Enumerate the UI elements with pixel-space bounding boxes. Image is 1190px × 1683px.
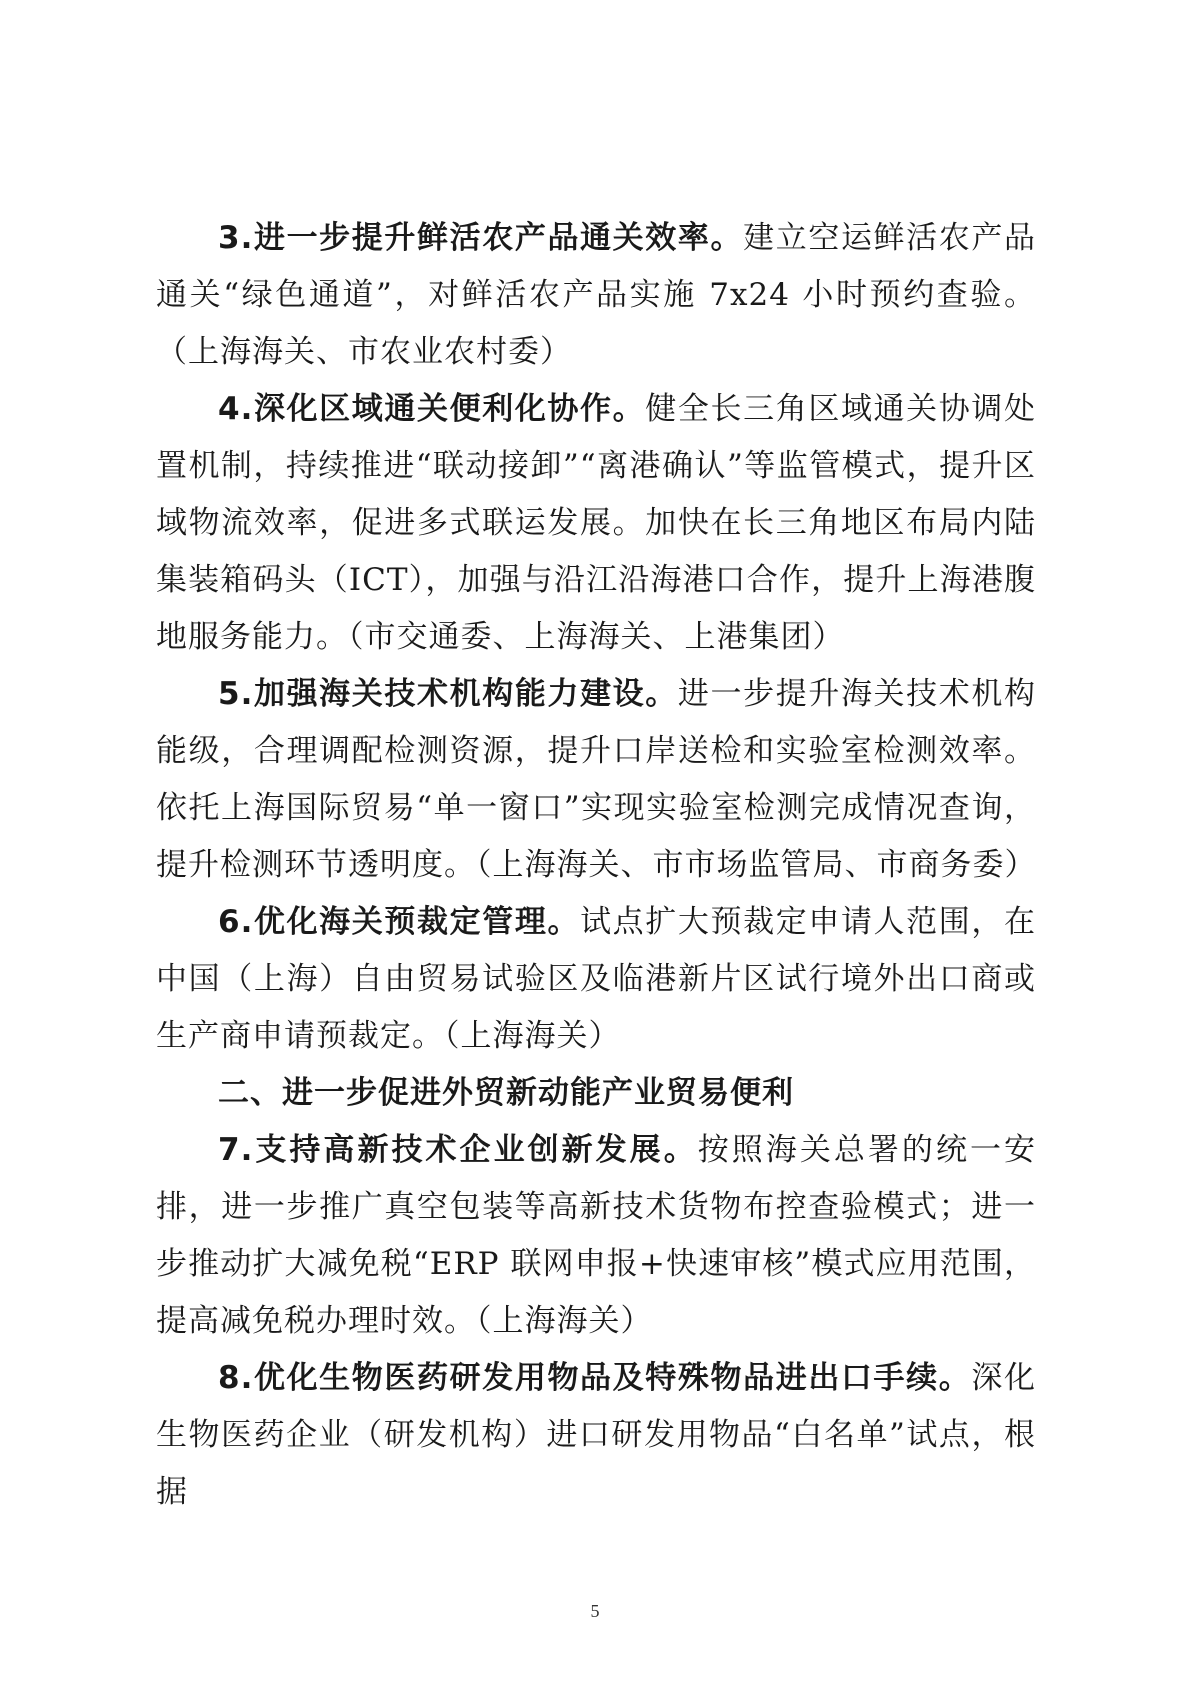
paragraph-text: 试点扩大预裁定申请人范围，在中国（上海）自由贸易试验区及临港新片区试行境外出口商或生产商申请预裁定。（上海海关）: [156, 904, 1036, 1054]
paragraph-item-7: [156, 1122, 1036, 1350]
paragraph-text: 深化生物医药企业（研发机构）进口研发用物品“白名单”试点，根据: [156, 1360, 1036, 1510]
section-heading: 二、进一步促进外贸新动能产业贸易便利: [218, 1075, 794, 1111]
paragraph-item-8: [156, 1350, 1036, 1521]
paragraph-text: 进一步提升海关技术机构能级，合理调配检测资源，提升口岸送检和实验室检测效率。依托上海国际贸易“单一窗口”实现实验室检测完成情况查询，提升检测环节透明度。（上海海关、市市场监管局、市商务委）: [156, 676, 1037, 883]
paragraph-text: 建立空运鲜活农产品通关“绿色通道”，对鲜活农产品实施 7x24 小时预约查验。（上海海关、市农业农村委）: [156, 220, 1036, 370]
document-body: [156, 210, 1036, 1521]
paragraph-text: 按照海关总署的统一安排，进一步推广真空包装等高新技术货物布控查验模式；进一步推动扩大减免税“ERP 联网申报+快速审核”模式应用范围，提高减免税办理时效。（上海海关）: [156, 1132, 1036, 1339]
paragraph-item-6: [156, 894, 1036, 1065]
paragraph-item-4: [156, 381, 1036, 666]
paragraph-lead: 7.支持高新技术企业创新发展。: [218, 1132, 698, 1168]
paragraph-text: 健全长三角区域通关协调处置机制，持续推进“联动接卸”“离港确认”等监管模式，提升区域物流效率，促进多式联运发展。加快在长三角地区布局内陆集装箱码头（ICT），加强与沿江沿海港口合作，提升上海港腹地服务能力。（市交通委、上海海关、上港集团）: [156, 391, 1036, 655]
paragraph-lead: 5.加强海关技术机构能力建设。: [218, 676, 678, 712]
paragraph-lead: 6.优化海关预裁定管理。: [218, 904, 581, 940]
page-number: 5: [590, 1601, 600, 1621]
paragraph-item-3: [156, 210, 1036, 381]
paragraph-lead: 4.深化区域通关便利化协作。: [218, 391, 646, 427]
paragraph-lead: 8.优化生物医药研发用物品及特殊物品进出口手续。: [218, 1360, 972, 1396]
paragraph-item-5: [156, 666, 1036, 894]
paragraph-lead: 3.进一步提升鲜活农产品通关效率。: [218, 220, 744, 256]
